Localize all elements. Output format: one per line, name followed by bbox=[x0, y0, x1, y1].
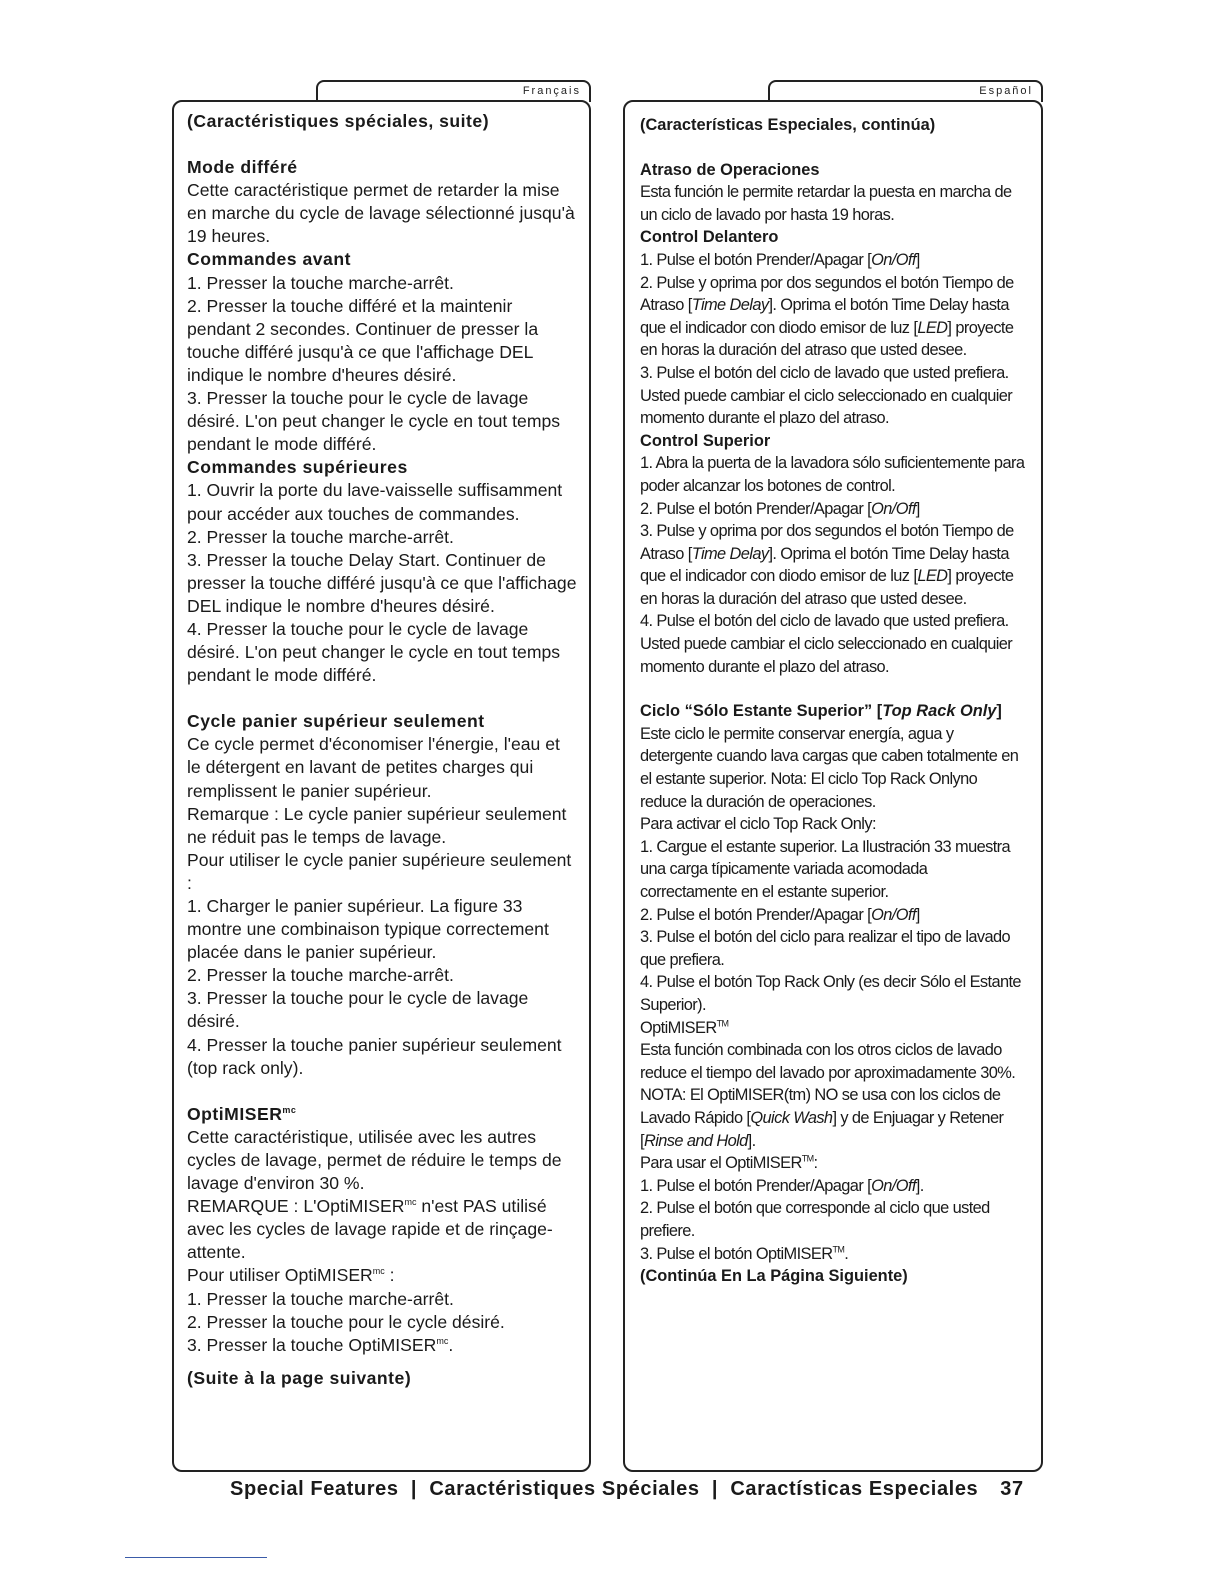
french-section-title: (Caractéristiques spéciales, suite) bbox=[187, 111, 490, 131]
footer-section-titles: Special Features | Caractéristiques Spéciales | Caractísticas Especiales bbox=[230, 1478, 979, 1500]
spanish-delay-intro: Esta función le permite retardar la puesta en marcha de un ciclo de lavado por hasta 19 horas. bbox=[640, 183, 1012, 224]
french-toprack-heading: Cycle panier supérieur seulement bbox=[187, 711, 485, 732]
french-delay-intro: Cette caractéristique permet de retarder la mise en marche du cycle de lavage sélectionné jusqu'à 19 heures. bbox=[187, 180, 575, 247]
french-optimiser-note: REMARQUE : L'OptiMISER$^{mc}$ n'est PAS utilisé avec les cycles de lavage rapide et de rinçage-attente. bbox=[187, 1196, 553, 1263]
spanish-toprack-heading: Ciclo “Sólo Estante Superior” [Top Rack Only] bbox=[640, 702, 1002, 721]
french-toprack-note: Remarque : Le cycle panier supérieur seulement ne réduit pas le temps de lavage. bbox=[187, 803, 567, 847]
spanish-front-step-3: 3. Pulse el botón del ciclo de lavado que usted prefiera. Usted puede cambiar el ciclo seleccionado en cualquier momento durante el plazo del atraso. bbox=[640, 363, 1013, 428]
spanish-toprack-step-2: 2. Pulse el botón Prender/Apagar [On/Off] bbox=[640, 905, 920, 924]
french-delay-heading: Mode différé bbox=[187, 157, 298, 178]
french-toprack-step-3: 3. Presser la touche pour le cycle de lavage désiré. bbox=[187, 988, 529, 1032]
spanish-column bbox=[640, 114, 1025, 1288]
page-number: 37 bbox=[1000, 1478, 1024, 1500]
french-top-controls-heading: Commandes supérieures bbox=[187, 457, 408, 478]
french-front-step-2: 2. Presser la touche différé et la maintenir pendant 2 secondes. Continuer de presser la touche différé jusqu'à ce que l'affichage DEL indique le nombre d'heures désiré. bbox=[187, 295, 539, 385]
french-toprack-howto: Pour utiliser le cycle panier supérieure seulement : bbox=[187, 849, 572, 893]
spanish-optimiser-step-1: 1. Pulse el botón Prender/Apagar [On/Off]. bbox=[640, 1176, 924, 1195]
spanish-language-tab bbox=[768, 80, 1043, 102]
spanish-top-step-3: 3. Pulse y oprima por dos segundos el botón Tiempo de Atraso [Time Delay]. Oprima el botón Time Delay hasta que el indicador con diodo emisor de luz [LED] proyecte en horas la duración del atraso que usted desee. bbox=[640, 522, 1014, 608]
spanish-toprack-howto: Para activar el ciclo Top Rack Only: bbox=[640, 815, 876, 834]
french-optimiser-step-2: 2. Presser la touche pour le cycle désiré. bbox=[187, 1311, 505, 1332]
spanish-toprack-step-1: 1. Cargue el estante superior. La Ilustración 33 muestra una carga típicamente variada acomodada correctamente en el estante superior. bbox=[640, 837, 1011, 901]
spanish-toprack-intro: Este ciclo le permite conservar energía, agua y detergente cuando lava cargas que caben totalmente en el estante superior. Nota: El ciclo Top Rack Onlyno reduce la duración de operaciones. bbox=[640, 724, 1019, 811]
french-toprack-step-1: 1. Charger le panier supérieur. La figure 33 montre une combinaison typique correctement placée dans le panier supérieur. bbox=[187, 896, 549, 963]
spanish-toprack-step-4: 4. Pulse el botón Top Rack Only (es decir Sólo el Estante Superior). bbox=[640, 973, 1021, 1014]
spanish-continued-note: (Continúa En La Página Siguiente) bbox=[640, 1267, 908, 1286]
spanish-top-step-4: 4. Pulse el botón del ciclo de lavado que usted prefiera. Usted puede cambiar el ciclo seleccionado en cualquier momento durante el plazo del atraso. bbox=[640, 612, 1013, 676]
trademark-mark: TM bbox=[716, 1018, 729, 1029]
french-optimiser-howto: Pour utiliser OptiMISER$^{mc}$ : bbox=[187, 1265, 395, 1286]
page-footer bbox=[230, 1478, 1050, 1501]
french-optimiser-step-3: 3. Presser la touche OptiMISER$^{mc}$. bbox=[187, 1334, 454, 1355]
spanish-optimiser-step-3: 3. Pulse el botón OptiMISER™. bbox=[640, 1244, 849, 1263]
french-toprack-step-2: 2. Presser la touche marche-arrêt. bbox=[187, 965, 454, 986]
french-top-step-4: 4. Presser la touche pour le cycle de lavage désiré. L'on peut changer le cycle en tout temps pendant le mode différé. bbox=[187, 618, 561, 686]
spanish-front-step-1: 1. Pulse el botón Prender/Apagar [On/Off] bbox=[640, 250, 920, 269]
bottom-divider bbox=[125, 1557, 267, 1558]
french-language-tab bbox=[316, 80, 591, 102]
spanish-top-control-heading: Control Superior bbox=[640, 431, 771, 450]
french-top-step-3: 3. Presser la touche Delay Start. Continuer de presser la touche différé jusqu'à ce que l'affichage DEL indique le nombre d'heures désiré. bbox=[187, 549, 577, 616]
spanish-optimiser-step-2: 2. Pulse el botón que corresponde al ciclo que usted prefiere. bbox=[640, 1199, 990, 1240]
french-top-step-1: 1. Ouvrir la porte du lave-vaisselle suffisamment pour accéder aux touches de commandes. bbox=[187, 480, 563, 524]
spanish-optimiser-heading: OptiMISER™ bbox=[640, 1018, 729, 1037]
spanish-front-step-2: 2. Pulse y oprima por dos segundos el botón Tiempo de Atraso [Time Delay]. Oprima el botón Time Delay hasta que el indicador con diodo emisor de luz [LED] proyecte en horas la duración del atraso que usted desee. bbox=[640, 273, 1014, 360]
french-optimiser-step-1: 1. Presser la touche marche-arrêt. bbox=[187, 1288, 454, 1309]
spanish-tab-label: Español bbox=[979, 85, 1033, 97]
french-optimiser-intro: Cette caractéristique, utilisée avec les autres cycles de lavage, permet de réduire le temps de lavage d'environ 30 %. bbox=[187, 1126, 562, 1194]
spanish-optimiser-howto: Para usar el OptiMISER™: bbox=[640, 1153, 818, 1173]
spanish-top-step-1: 1. Abra la puerta de la lavadora sólo suficientemente para poder alcanzar los botones de control. bbox=[640, 454, 1025, 495]
french-toprack-step-4: 4. Presser la touche panier supérieur seulement (top rack only). bbox=[187, 1034, 562, 1078]
french-front-step-1: 1. Presser la touche marche-arrêt. bbox=[187, 272, 454, 293]
spanish-toprack-step-3: 3. Pulse el botón del ciclo para realizar el tipo de lavado que prefiera. bbox=[640, 928, 1011, 969]
french-tab-label: Français bbox=[522, 85, 581, 97]
french-top-step-2: 2. Presser la touche marche-arrêt. bbox=[187, 526, 454, 547]
spanish-top-step-2: 2. Pulse el botón Prender/Apagar [On/Off] bbox=[640, 499, 920, 518]
spanish-optimiser-intro: Esta función combinada con los otros ciclos de lavado reduce el tiempo del lavado por aproximadamente 30%. NOTA: El OptiMISER(tm) NO se usa con los ciclos de Lavado Rápido [Quick Wash] y de Enjuagar y Retener [Rinse and Hold]. bbox=[640, 1041, 1016, 1150]
french-toprack-intro: Ce cycle permet d'économiser l'énergie, l'eau et le détergent en lavant de petites charges qui remplissent le panier supérieur. bbox=[187, 734, 560, 801]
french-optimiser-heading: OptiMISER$^{mc}$ bbox=[187, 1103, 297, 1124]
spanish-section-title: (Características Especiales, continúa) bbox=[640, 116, 936, 134]
spanish-front-control-heading: Control Delantero bbox=[640, 228, 779, 247]
french-front-controls-heading: Commandes avant bbox=[187, 249, 351, 270]
french-front-step-3: 3. Presser la touche pour le cycle de lavage désiré. L'on peut changer le cycle en tout temps pendant le mode différé. bbox=[187, 388, 561, 455]
spanish-delay-heading: Atraso de Operaciones bbox=[640, 160, 820, 179]
trademark-mark: mc bbox=[282, 1104, 297, 1115]
french-column bbox=[187, 110, 577, 1390]
french-continued-note: (Suite à la page suivante) bbox=[187, 1367, 412, 1388]
